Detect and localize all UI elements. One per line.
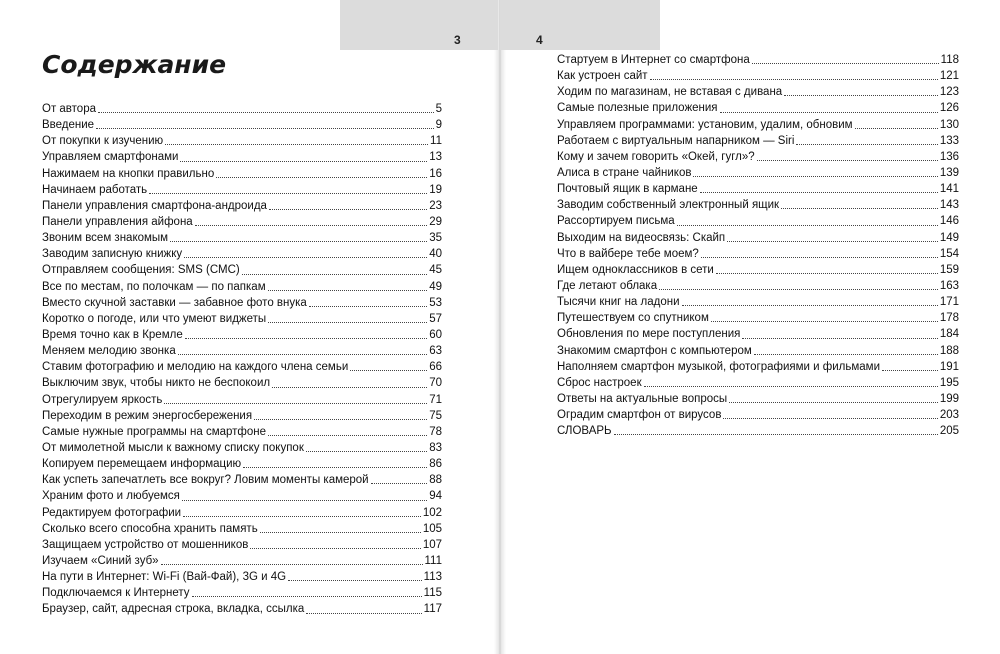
- toc-entry: [42, 166, 442, 182]
- toc-entry: [557, 117, 959, 133]
- toc-entry: [42, 149, 442, 165]
- toc-entry-title: Заводим записную книжку: [42, 248, 183, 261]
- toc-entry-page-number: 159: [939, 263, 959, 276]
- toc-entry-page-number: 71: [429, 393, 442, 406]
- toc-entry-title: Все по местам, по полочкам — по папкам: [42, 280, 266, 293]
- toc-entry-title: Введение: [42, 119, 95, 132]
- toc-entry-page-number: 136: [939, 150, 959, 163]
- dot-leader: [754, 353, 938, 355]
- dot-leader: [682, 304, 938, 306]
- toc-entry: [557, 100, 959, 116]
- dot-leader: [268, 289, 428, 291]
- dot-leader: [882, 369, 938, 371]
- toc-entry-title: Храним фото и любуемся: [42, 490, 180, 503]
- toc-entry-page-number: 171: [939, 296, 959, 309]
- toc-entry-title: Ставим фотографию и мелодию на каждого члена семьи: [42, 361, 349, 374]
- dot-leader: [98, 111, 434, 113]
- toc-entry: [557, 149, 959, 165]
- toc-entry-page-number: 149: [939, 231, 959, 244]
- toc-entry-title: Ищем одноклассников в сети: [557, 263, 714, 276]
- toc-entry: [42, 198, 442, 214]
- toc-entry: [557, 68, 959, 84]
- toc-entry-title: Подключаемся к Интернету: [42, 587, 190, 600]
- toc-entry: [557, 230, 959, 246]
- toc-entry: [557, 423, 959, 439]
- toc-entry-title: Коротко о погоде, или что умеют виджеты: [42, 312, 267, 325]
- toc-entry-title: Время точно как в Кремле: [42, 328, 183, 341]
- dot-leader: [729, 401, 938, 403]
- toc-entry-page-number: 9: [435, 119, 442, 132]
- toc-entry-title: Алиса в стране чайников: [557, 166, 692, 179]
- toc-entry: [557, 197, 959, 213]
- toc-entry-title: Знакомим смартфон с компьютером: [557, 344, 752, 357]
- toc-entry-page-number: 78: [429, 425, 442, 438]
- toc-entry-page-number: 86: [429, 458, 442, 471]
- toc-entry: [557, 133, 959, 149]
- toc-entry-page-number: 184: [939, 328, 959, 341]
- page-title: Содержание: [42, 50, 227, 79]
- toc-entry-title: Редактируем фотографии: [42, 506, 182, 519]
- dot-leader: [250, 547, 420, 549]
- toc-entry: [557, 278, 959, 294]
- dot-leader: [195, 224, 428, 226]
- left-header-band: [340, 0, 498, 50]
- toc-entry: [42, 392, 442, 408]
- toc-entry-title: Ответы на актуальные вопросы: [557, 392, 728, 405]
- toc-entry-page-number: 188: [939, 344, 959, 357]
- toc-entry-page-number: 16: [429, 167, 442, 180]
- dot-leader: [784, 94, 938, 96]
- dot-leader: [164, 402, 427, 404]
- dot-leader: [700, 191, 938, 193]
- dot-leader: [268, 321, 427, 323]
- toc-entry-title: Браузер, сайт, адресная строка, вкладка, ссылка: [42, 603, 305, 616]
- toc-entry: [42, 537, 442, 553]
- dot-leader: [752, 62, 939, 64]
- toc-entry: [42, 311, 442, 327]
- dot-leader: [677, 224, 938, 226]
- toc-entry-page-number: 143: [939, 199, 959, 212]
- dot-leader: [757, 159, 938, 161]
- toc-entry: [42, 117, 442, 133]
- toc-entry: [42, 569, 442, 585]
- dot-leader: [260, 531, 421, 533]
- toc-entry-title: Меняем мелодию звонка: [42, 345, 176, 358]
- right-header-band: [500, 0, 660, 50]
- dot-leader: [272, 386, 427, 388]
- toc-entry-title: Наполняем смартфон музыкой, фотографиями и фильмами: [557, 360, 881, 373]
- toc-entry-title: Вместо скучной заставки — забавное фото внука: [42, 296, 307, 309]
- toc-entry-page-number: 102: [422, 506, 442, 519]
- dot-leader: [716, 272, 938, 274]
- toc-entry-page-number: 94: [429, 490, 442, 503]
- toc-entry: [557, 181, 959, 197]
- toc-entry-page-number: 178: [939, 312, 959, 325]
- toc-entry: [557, 359, 959, 375]
- toc-entry-page-number: 133: [939, 134, 959, 147]
- toc-entry: [42, 472, 442, 488]
- dot-leader: [350, 369, 427, 371]
- dot-leader: [178, 353, 427, 355]
- toc-entry-title: Выходим на видеосвязь: Скайп: [557, 231, 726, 244]
- toc-entry-title: Что в вайбере тебе моем?: [557, 247, 699, 260]
- toc-entry-page-number: 40: [429, 248, 442, 261]
- book-gutter: [494, 0, 506, 654]
- toc-entry-page-number: 5: [435, 103, 442, 115]
- toc-entry-page-number: 70: [429, 377, 442, 390]
- toc-entry-title: От автора: [42, 103, 96, 115]
- toc-entry-title: Кому и зачем говорить «Окей, гугл»?: [557, 150, 755, 163]
- toc-entry-title: Управляем программами: установим, удалим, обновим: [557, 118, 853, 131]
- toc-entry: [557, 84, 959, 100]
- dot-leader: [96, 127, 434, 129]
- toc-entry-title: Сколько всего способна хранить память: [42, 522, 258, 535]
- toc-entry-title: Оградим смартфон от вирусов: [557, 409, 722, 422]
- dot-leader: [184, 256, 427, 258]
- toc-entry: [42, 456, 442, 472]
- toc-entry-page-number: 139: [939, 166, 959, 179]
- dot-leader: [185, 337, 427, 339]
- toc-entry: [557, 391, 959, 407]
- toc-entry: [557, 326, 959, 342]
- dot-leader: [693, 175, 937, 177]
- toc-entry-title: СЛОВАРЬ: [557, 425, 612, 438]
- toc-entry: [42, 101, 442, 117]
- toc-entry-title: Отрегулируем яркость: [42, 393, 163, 406]
- dot-leader: [723, 417, 937, 419]
- toc-entry: [42, 424, 442, 440]
- toc-entry-page-number: 115: [423, 587, 442, 600]
- toc-entry-title: Панели управления смартфона-андроида: [42, 199, 267, 212]
- toc-entry-page-number: 23: [429, 199, 442, 212]
- dot-leader: [306, 450, 427, 452]
- toc-entry: [42, 279, 442, 295]
- toc-entry: [42, 133, 442, 149]
- dot-leader: [855, 127, 938, 129]
- toc-entry-title: Выключим звук, чтобы никто не беспокоил: [42, 377, 271, 390]
- dot-leader: [192, 595, 422, 597]
- dot-leader: [711, 320, 938, 322]
- toc-entry-page-number: 111: [424, 554, 442, 567]
- toc-entry: [42, 408, 442, 424]
- toc-entry-page-number: 75: [429, 409, 442, 422]
- toc-entry-page-number: 141: [939, 183, 959, 196]
- dot-leader: [742, 337, 937, 339]
- dot-leader: [727, 240, 938, 242]
- dot-leader: [183, 515, 421, 517]
- toc-entry-page-number: 154: [939, 247, 959, 260]
- dot-leader: [182, 499, 427, 501]
- toc-entry-page-number: 130: [939, 118, 959, 131]
- toc-entry-page-number: 117: [423, 603, 442, 616]
- toc-entry-page-number: 60: [429, 328, 442, 341]
- toc-entry-page-number: 19: [429, 183, 442, 196]
- dot-leader: [306, 612, 421, 614]
- toc-entry: [42, 230, 442, 246]
- toc-entry-page-number: 126: [939, 102, 959, 115]
- toc-entry: [42, 488, 442, 504]
- toc-entry-title: Переходим в режим энергосбережения: [42, 409, 253, 422]
- toc-entry-page-number: 88: [429, 474, 442, 487]
- toc-entry-title: Копируем перемещаем информацию: [42, 458, 242, 471]
- toc-entry-title: Панели управления айфона: [42, 215, 193, 228]
- toc-entry-page-number: 203: [939, 409, 959, 422]
- dot-leader: [269, 208, 427, 210]
- toc-entry-title: От мимолетной мысли к важному списку покупок: [42, 441, 304, 454]
- toc-entry-page-number: 195: [939, 376, 959, 389]
- toc-entry-title: Звоним всем знакомым: [42, 232, 169, 245]
- toc-entry-page-number: 63: [429, 345, 442, 358]
- toc-entry: [42, 521, 442, 537]
- toc-entry: [42, 214, 442, 230]
- toc-entry-page-number: 83: [429, 441, 442, 454]
- toc-entry-title: Где летают облака: [557, 279, 658, 292]
- toc-entry: [42, 262, 442, 278]
- toc-entry: [557, 294, 959, 310]
- right-page-number: 4: [536, 33, 543, 47]
- dot-leader: [216, 176, 427, 178]
- toc-entry-title: Самые полезные приложения: [557, 102, 718, 115]
- toc-entry-page-number: 13: [429, 151, 442, 164]
- toc-entry: [557, 246, 959, 262]
- dot-leader: [165, 143, 428, 145]
- toc-entry-page-number: 35: [429, 232, 442, 245]
- toc-entry-title: На пути в Интернет: Wi-Fi (Вай-Фай), 3G и 4G: [42, 571, 287, 584]
- toc-entry: [557, 375, 959, 391]
- toc-entry-title: Стартуем в Интернет со смартфона: [557, 54, 750, 66]
- toc-entry: [42, 246, 442, 262]
- toc-entry: [557, 52, 959, 68]
- toc-entry: [557, 262, 959, 278]
- toc-entry: [42, 375, 442, 391]
- dot-leader: [371, 482, 428, 484]
- toc-entry-title: Почтовый ящик в кармане: [557, 183, 698, 196]
- toc-entry-page-number: 45: [429, 264, 442, 277]
- toc-entry-page-number: 107: [422, 538, 442, 551]
- toc-entry-page-number: 121: [939, 70, 959, 83]
- dot-leader: [254, 418, 427, 420]
- toc-entry-title: Работаем с виртуальным напарником — Siri: [557, 134, 795, 147]
- toc-entry-page-number: 29: [429, 215, 442, 228]
- toc-entry-page-number: 191: [939, 360, 959, 373]
- toc-entry: [42, 182, 442, 198]
- toc-entry-page-number: 105: [422, 522, 442, 535]
- dot-leader: [288, 579, 422, 581]
- toc-entry-page-number: 11: [430, 135, 442, 148]
- dot-leader: [781, 207, 938, 209]
- toc-entry-title: От покупки к изучению: [42, 135, 164, 148]
- toc-entry: [42, 505, 442, 521]
- toc-entry-title: Рассортируем письма: [557, 215, 675, 228]
- dot-leader: [242, 273, 427, 275]
- toc-entry-page-number: 163: [939, 279, 959, 292]
- toc-entry-page-number: 53: [429, 296, 442, 309]
- toc-entry-page-number: 49: [429, 280, 442, 293]
- toc-entry-page-number: 57: [429, 312, 442, 325]
- toc-entry-page-number: 66: [429, 361, 442, 374]
- toc-entry-title: Самые нужные программы на смартфоне: [42, 425, 267, 438]
- dot-leader: [614, 433, 938, 435]
- toc-entry: [42, 585, 442, 601]
- toc-entry: [42, 343, 442, 359]
- toc-entry-page-number: 205: [939, 425, 959, 438]
- toc-entry: [42, 553, 442, 569]
- toc-entry-page-number: 118: [940, 54, 959, 66]
- toc-list-left: [42, 101, 442, 618]
- dot-leader: [659, 288, 938, 290]
- toc-entry-title: Ходим по магазинам, не вставая с дивана: [557, 86, 783, 99]
- toc-entry-title: Управляем смартфонами: [42, 151, 179, 164]
- dot-leader: [268, 434, 427, 436]
- toc-entry-title: Как успеть запечатлеть все вокруг? Ловим моменты камерой: [42, 474, 369, 487]
- dot-leader: [701, 256, 938, 258]
- toc-entry: [557, 310, 959, 326]
- dot-leader: [309, 305, 427, 307]
- dot-leader: [180, 160, 427, 162]
- toc-entry: [557, 407, 959, 423]
- toc-entry-title: Нажимаем на кнопки правильно: [42, 167, 215, 180]
- toc-entry-page-number: 113: [423, 571, 442, 584]
- toc-entry-title: Начинаем работать: [42, 183, 148, 196]
- toc-entry: [42, 295, 442, 311]
- dot-leader: [650, 78, 938, 80]
- toc-entry-title: Как устроен сайт: [557, 70, 648, 83]
- dot-leader: [796, 143, 937, 145]
- toc-entry-title: Обновления по мере поступления: [557, 328, 741, 341]
- toc-entry-title: Заводим собственный электронный ящик: [557, 199, 780, 212]
- toc-entry-title: Изучаем «Синий зуб»: [42, 554, 159, 567]
- toc-entry-title: Путешествуем со спутником: [557, 312, 709, 325]
- dot-leader: [161, 563, 423, 565]
- toc-list-right: [557, 52, 959, 439]
- toc-entry-title: Отправляем сообщения: SMS (СМС): [42, 264, 240, 277]
- dot-leader: [170, 240, 427, 242]
- toc-entry: [557, 213, 959, 229]
- toc-entry-page-number: 199: [939, 392, 959, 405]
- toc-entry: [42, 359, 442, 375]
- toc-entry: [557, 343, 959, 359]
- toc-entry: [42, 440, 442, 456]
- toc-entry: [42, 327, 442, 343]
- dot-leader: [644, 385, 938, 387]
- toc-entry: [557, 165, 959, 181]
- dot-leader: [243, 466, 427, 468]
- toc-entry-page-number: 146: [939, 215, 959, 228]
- toc-entry-title: Сброс настроек: [557, 376, 642, 389]
- toc-entry: [42, 601, 442, 617]
- dot-leader: [720, 111, 938, 113]
- left-page-number: 3: [454, 33, 461, 47]
- toc-entry-page-number: 123: [939, 86, 959, 99]
- toc-entry-title: Тысячи книг на ладони: [557, 296, 680, 309]
- toc-entry-title: Защищаем устройство от мошенников: [42, 538, 249, 551]
- dot-leader: [149, 192, 427, 194]
